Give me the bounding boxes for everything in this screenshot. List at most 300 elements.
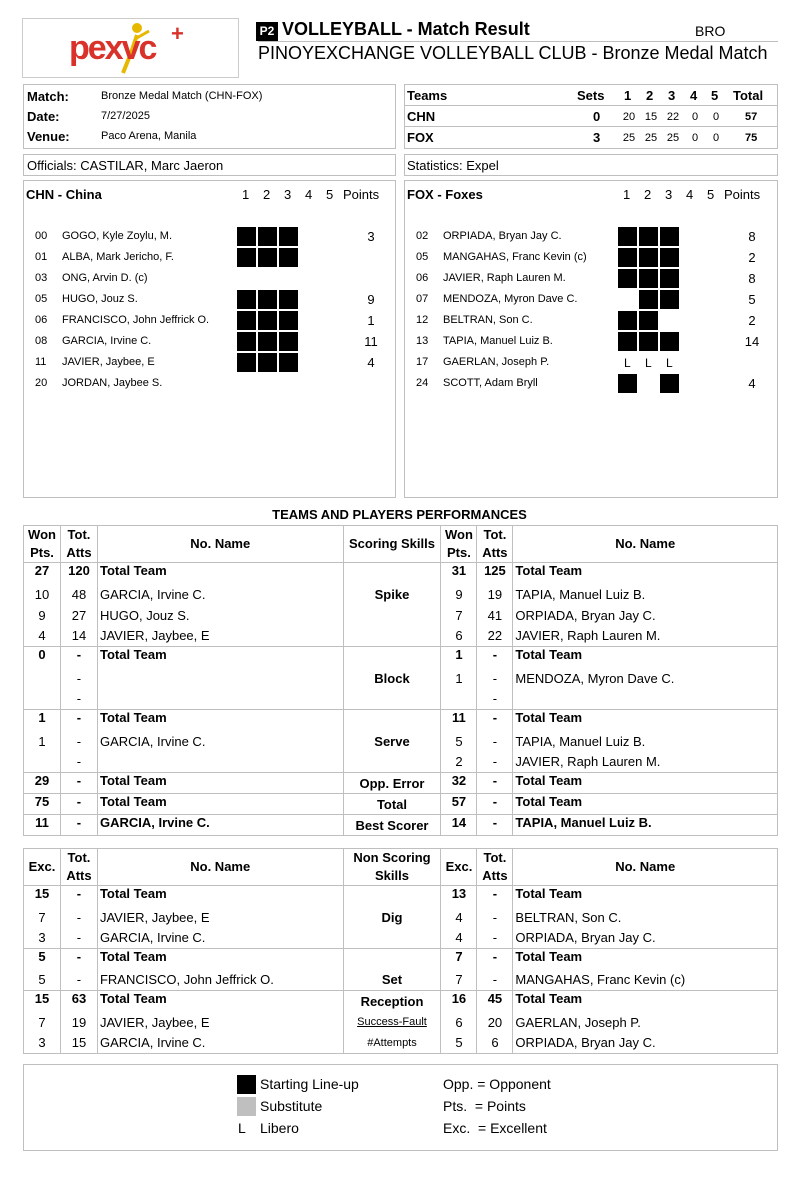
sets-won: 3 <box>593 130 601 145</box>
header-excellent: Won Pts. <box>441 526 477 563</box>
right-player-name: Total Team <box>513 949 778 970</box>
team-code: FOX <box>407 130 434 145</box>
left-attempts: - <box>60 907 97 928</box>
skill-label <box>343 886 441 907</box>
player-number: 05 <box>35 293 48 305</box>
logo <box>22 18 239 78</box>
player-points: 2 <box>748 313 756 328</box>
starting-lineup-marker <box>660 332 679 351</box>
right-value: 4 <box>441 907 477 928</box>
player-points: 14 <box>744 334 760 349</box>
player-number: 24 <box>416 377 429 389</box>
starting-lineup-marker <box>660 290 679 309</box>
starting-lineup-marker <box>258 353 277 372</box>
right-value: 57 <box>441 794 477 815</box>
right-player-name <box>513 689 778 710</box>
player-points: 4 <box>748 376 756 391</box>
set-number-header: 4 <box>690 88 698 103</box>
right-value: 13 <box>441 886 477 907</box>
scoring-table <box>23 525 778 836</box>
right-player-name: Total Team <box>513 991 778 1012</box>
starting-lineup-marker <box>660 269 679 288</box>
right-attempts: - <box>477 710 513 731</box>
fox-set-col-header: 4 <box>686 187 694 202</box>
libero-marker: L <box>624 356 631 370</box>
player-name: TAPIA, Manuel Luiz B. <box>443 335 553 347</box>
starting-lineup-marker <box>237 353 256 372</box>
left-value: 29 <box>24 773 61 794</box>
left-attempts: 19 <box>60 1012 97 1033</box>
skill-label: Opp. Error <box>343 773 441 794</box>
total-score: 75 <box>745 132 758 144</box>
player-number: 01 <box>35 251 48 263</box>
player-number: 07 <box>416 293 429 305</box>
left-value <box>24 668 61 689</box>
starting-lineup-marker <box>258 311 277 330</box>
set-score: 0 <box>691 111 699 123</box>
left-value: 3 <box>24 928 61 949</box>
right-attempts: - <box>477 794 513 815</box>
left-attempts: - <box>60 731 97 752</box>
plus-icon: + <box>171 21 184 46</box>
right-attempts: 6 <box>477 1033 513 1054</box>
left-attempts: - <box>60 949 97 970</box>
left-player-name: Total Team <box>97 563 343 584</box>
player-points: 8 <box>748 229 756 244</box>
right-attempts: - <box>477 752 513 773</box>
match-value: Bronze Medal Match (CHN-FOX) <box>101 90 263 102</box>
left-attempts: - <box>60 970 97 991</box>
right-attempts: 22 <box>477 626 513 647</box>
player-name: GARCIA, Irvine C. <box>62 335 152 347</box>
right-attempts: - <box>477 949 513 970</box>
player-points: 4 <box>367 355 375 370</box>
set-score: 25 <box>644 132 658 144</box>
starting-lineup-marker <box>237 290 256 309</box>
nonscoring-table <box>23 848 778 1054</box>
player-name: ALBA, Mark Jericho, F. <box>62 251 174 263</box>
right-attempts: - <box>477 815 513 836</box>
starting-lineup-marker <box>258 290 277 309</box>
left-value: 5 <box>24 949 61 970</box>
left-attempts: - <box>60 794 97 815</box>
player-name: ONG, Arvin D. (c) <box>62 272 148 284</box>
starting-lineup-marker <box>279 353 298 372</box>
date-label: Date: <box>27 109 60 124</box>
skill-label <box>343 949 441 970</box>
officials-text: Officials: CASTILAR, Marc Jaeron <box>27 158 224 173</box>
left-player-name: Total Team <box>97 794 343 815</box>
match-label: Match: <box>27 89 69 104</box>
player-points: 9 <box>367 292 375 307</box>
skill-label <box>343 647 441 668</box>
set-number-header: 2 <box>646 88 654 103</box>
right-value: 9 <box>441 584 477 605</box>
player-number: 13 <box>416 335 429 347</box>
left-value: 5 <box>24 970 61 991</box>
set-number-header: 1 <box>624 88 632 103</box>
fox-set-col-header: 5 <box>707 187 715 202</box>
left-attempts: 120 <box>60 563 97 584</box>
starting-lineup-marker <box>639 227 658 246</box>
skill-label <box>343 710 441 731</box>
set-score: 20 <box>622 111 636 123</box>
left-player-name: JAVIER, Jaybee, E <box>97 626 343 647</box>
left-attempts: - <box>60 710 97 731</box>
player-name: SCOTT, Adam Bryll <box>443 377 538 389</box>
libero-mark: L <box>238 1120 246 1136</box>
player-name: JORDAN, Jaybee S. <box>62 377 163 389</box>
right-attempts: - <box>477 689 513 710</box>
left-value: 7 <box>24 907 61 928</box>
left-attempts: 15 <box>60 1033 97 1054</box>
starting-lineup-marker <box>639 248 658 267</box>
right-value: 7 <box>441 970 477 991</box>
starting-lineup-marker <box>660 227 679 246</box>
fox-roster <box>404 180 778 498</box>
skill-label: Best Scorer <box>343 815 441 836</box>
left-value: 15 <box>24 991 61 1012</box>
left-player-name: Total Team <box>97 710 343 731</box>
left-player-name: GARCIA, Irvine C. <box>97 928 343 949</box>
left-attempts: 14 <box>60 626 97 647</box>
right-attempts: - <box>477 928 513 949</box>
header-total-attempts: Tot. Atts <box>477 849 513 886</box>
starting-lineup-marker <box>639 332 658 351</box>
player-number: 06 <box>35 314 48 326</box>
player-number: 12 <box>416 314 429 326</box>
page-badge: P2 <box>256 22 278 41</box>
left-value: 0 <box>24 647 61 668</box>
left-value: 1 <box>24 710 61 731</box>
right-attempts: 125 <box>477 563 513 584</box>
right-attempts: - <box>477 668 513 689</box>
performance-title: TEAMS AND PLAYERS PERFORMANCES <box>272 507 527 522</box>
skill-label: Set <box>343 970 441 991</box>
starting-lineup-marker <box>279 290 298 309</box>
fox-points-header: Points <box>724 187 761 202</box>
legend-substitute: Substitute <box>260 1098 323 1114</box>
player-name: JAVIER, Raph Lauren M. <box>443 272 566 284</box>
sets-won: 0 <box>593 109 601 124</box>
fox-set-col-header: 3 <box>665 187 673 202</box>
left-attempts: 27 <box>60 605 97 626</box>
legend-pts: Pts. = Points <box>443 1098 526 1114</box>
team-code: CHN <box>407 109 436 124</box>
left-attempts: - <box>60 928 97 949</box>
fox-set-col-header: 1 <box>623 187 631 202</box>
set-score: 22 <box>666 111 680 123</box>
skill-label: Block <box>343 668 441 689</box>
player-number: 02 <box>416 230 429 242</box>
player-name: ORPIADA, Bryan Jay C. <box>443 230 562 242</box>
header-excellent: Exc. <box>24 849 61 886</box>
player-name: GAERLAN, Joseph P. <box>443 356 550 368</box>
fox-set-col-header: 2 <box>644 187 652 202</box>
chn-title: CHN - China <box>26 187 102 202</box>
set-number-header: 3 <box>668 88 676 103</box>
starting-lineup-marker <box>618 332 637 351</box>
starting-lineup-marker <box>279 332 298 351</box>
match-info-box <box>23 84 396 149</box>
skill-label <box>343 752 441 773</box>
logo-text: pexvc <box>69 29 156 67</box>
right-player-name: TAPIA, Manuel Luiz B. <box>513 584 778 605</box>
left-player-name: Total Team <box>97 991 343 1012</box>
left-value: 7 <box>24 1012 61 1033</box>
right-attempts: 41 <box>477 605 513 626</box>
left-attempts: 48 <box>60 584 97 605</box>
right-player-name: Total Team <box>513 647 778 668</box>
legend-starting: Starting Line-up <box>260 1076 359 1092</box>
left-player-name <box>97 668 343 689</box>
right-value: 14 <box>441 815 477 836</box>
header-name: No. Name <box>97 526 343 563</box>
header-total-attempts: Tot. Atts <box>60 526 97 563</box>
starting-lineup-marker <box>618 248 637 267</box>
header-name: No. Name <box>513 526 778 563</box>
header-skill: Non Scoring Skills <box>343 849 441 886</box>
starting-lineup-marker <box>279 248 298 267</box>
left-player-name: GARCIA, Irvine C. <box>97 731 343 752</box>
venue-value: Paco Arena, Manila <box>101 130 197 142</box>
right-attempts: - <box>477 773 513 794</box>
player-number: 17 <box>416 356 429 368</box>
header-name: No. Name <box>97 849 343 886</box>
right-attempts: - <box>477 647 513 668</box>
header-total-attempts: Tot. Atts <box>477 526 513 563</box>
right-value: 6 <box>441 1012 477 1033</box>
right-player-name: BELTRAN, Son C. <box>513 907 778 928</box>
set-score: 0 <box>712 132 720 144</box>
player-points: 2 <box>748 250 756 265</box>
starting-lineup-marker <box>660 248 679 267</box>
left-value: 4 <box>24 626 61 647</box>
skill-label: #Attempts <box>343 1033 441 1054</box>
right-player-name: ORPIADA, Bryan Jay C. <box>513 1033 778 1054</box>
right-attempts: 20 <box>477 1012 513 1033</box>
header-excellent: Exc. <box>441 849 477 886</box>
left-player-name: GARCIA, Irvine C. <box>97 584 343 605</box>
right-value: 5 <box>441 1033 477 1054</box>
libero-marker: L <box>645 356 652 370</box>
right-attempts: 45 <box>477 991 513 1012</box>
starting-lineup-marker <box>258 227 277 246</box>
starting-lineup-marker <box>237 332 256 351</box>
starting-lineup-marker <box>618 269 637 288</box>
substitute-swatch <box>237 1097 256 1116</box>
left-value: 11 <box>24 815 61 836</box>
skill-label: Spike <box>343 584 441 605</box>
player-name: JAVIER, Jaybee, E <box>62 356 155 368</box>
chn-set-col-header: 1 <box>242 187 250 202</box>
skill-label <box>343 563 441 584</box>
right-value: 16 <box>441 991 477 1012</box>
set-score: 0 <box>712 111 720 123</box>
starting-lineup-marker <box>618 227 637 246</box>
right-player-name: GAERLAN, Joseph P. <box>513 1012 778 1033</box>
left-attempts: - <box>60 689 97 710</box>
right-player-name: Total Team <box>513 773 778 794</box>
left-player-name: JAVIER, Jaybee, E <box>97 907 343 928</box>
fox-title: FOX - Foxes <box>407 187 483 202</box>
skill-label <box>343 605 441 626</box>
player-number: 05 <box>416 251 429 263</box>
chn-set-col-header: 4 <box>305 187 313 202</box>
right-attempts: - <box>477 886 513 907</box>
left-attempts: - <box>60 752 97 773</box>
skill-label: Success-Fault <box>343 1012 441 1033</box>
skill-label: Dig <box>343 907 441 928</box>
right-attempts: - <box>477 731 513 752</box>
starting-lineup-marker <box>279 227 298 246</box>
header-total-attempts: Tot. Atts <box>60 849 97 886</box>
left-player-name: Total Team <box>97 886 343 907</box>
set-number-header: 5 <box>711 88 719 103</box>
left-attempts: - <box>60 647 97 668</box>
header-name: No. Name <box>513 849 778 886</box>
officials-box <box>23 154 396 176</box>
starting-lineup-marker <box>639 290 658 309</box>
header-skill: Scoring Skills <box>343 526 441 563</box>
total-header: Total <box>733 88 764 103</box>
left-attempts: - <box>60 815 97 836</box>
left-value: 3 <box>24 1033 61 1054</box>
left-player-name: Total Team <box>97 647 343 668</box>
player-name: MENDOZA, Myron Dave C. <box>443 293 578 305</box>
chn-set-col-header: 5 <box>326 187 334 202</box>
teams-header: Teams <box>407 88 448 103</box>
skill-label <box>343 689 441 710</box>
left-attempts: - <box>60 668 97 689</box>
right-value: 6 <box>441 626 477 647</box>
legend-box <box>23 1064 778 1151</box>
right-player-name: TAPIA, Manuel Luiz B. <box>513 731 778 752</box>
player-name: BELTRAN, Son C. <box>443 314 533 326</box>
player-number: 06 <box>416 272 429 284</box>
right-player-name: JAVIER, Raph Lauren M. <box>513 626 778 647</box>
left-value <box>24 752 61 773</box>
left-player-name <box>97 752 343 773</box>
player-points: 8 <box>748 271 756 286</box>
right-value: 7 <box>441 949 477 970</box>
header-excellent: Won Pts. <box>24 526 61 563</box>
right-value: 11 <box>441 710 477 731</box>
page-title: VOLLEYBALL - Match Result <box>282 19 530 39</box>
starting-lineup-marker <box>237 248 256 267</box>
starting-lineup-marker <box>639 311 658 330</box>
statistics-box <box>404 154 778 176</box>
starting-lineup-marker <box>618 311 637 330</box>
player-number: 03 <box>35 272 48 284</box>
player-name: HUGO, Jouz S. <box>62 293 138 305</box>
left-attempts: - <box>60 773 97 794</box>
right-value: 32 <box>441 773 477 794</box>
left-value: 15 <box>24 886 61 907</box>
left-player-name: GARCIA, Irvine C. <box>97 1033 343 1054</box>
right-value: 5 <box>441 731 477 752</box>
right-player-name: Total Team <box>513 794 778 815</box>
left-player-name: Total Team <box>97 949 343 970</box>
libero-marker: L <box>666 356 673 370</box>
player-name: MANGAHAS, Franc Kevin (c) <box>443 251 587 263</box>
right-attempts: 19 <box>477 584 513 605</box>
starting-lineup-marker <box>258 248 277 267</box>
starting-lineup-marker <box>639 269 658 288</box>
left-player-name: Total Team <box>97 773 343 794</box>
left-value: 9 <box>24 605 61 626</box>
skill-label: Serve <box>343 731 441 752</box>
legend-opp: Opp. = Opponent <box>443 1076 551 1092</box>
player-points: 5 <box>748 292 756 307</box>
legend-libero: Libero <box>260 1120 299 1136</box>
left-value: 10 <box>24 584 61 605</box>
left-attempts: - <box>60 886 97 907</box>
right-player-name: TAPIA, Manuel Luiz B. <box>513 815 778 836</box>
starting-lineup-marker <box>618 374 637 393</box>
starting-lineup-marker <box>237 227 256 246</box>
left-player-name <box>97 689 343 710</box>
set-score: 0 <box>691 132 699 144</box>
player-points: 11 <box>364 334 378 349</box>
chn-roster <box>23 180 396 498</box>
match-code: BRO <box>695 23 726 39</box>
score-box <box>404 84 778 149</box>
right-player-name: Total Team <box>513 710 778 731</box>
player-number: 08 <box>35 335 48 347</box>
total-score: 57 <box>745 111 758 123</box>
set-score: 15 <box>644 111 658 123</box>
player-number: 00 <box>35 230 48 242</box>
right-value <box>441 689 477 710</box>
right-attempts: - <box>477 970 513 991</box>
right-value: 2 <box>441 752 477 773</box>
right-value: 1 <box>441 647 477 668</box>
right-player-name: MANGAHAS, Franc Kevin (c) <box>513 970 778 991</box>
right-player-name: ORPIADA, Bryan Jay C. <box>513 928 778 949</box>
left-value <box>24 689 61 710</box>
starting-lineup-marker <box>279 311 298 330</box>
starting-swatch <box>237 1075 256 1094</box>
left-value: 1 <box>24 731 61 752</box>
set-score: 25 <box>622 132 636 144</box>
starting-lineup-marker <box>237 311 256 330</box>
right-value: 1 <box>441 668 477 689</box>
player-points: 1 <box>367 313 375 328</box>
right-player-name: Total Team <box>513 563 778 584</box>
right-value: 7 <box>441 605 477 626</box>
right-player-name: ORPIADA, Bryan Jay C. <box>513 605 778 626</box>
left-player-name: JAVIER, Jaybee, E <box>97 1012 343 1033</box>
right-value: 31 <box>441 563 477 584</box>
skill-label: Total <box>343 794 441 815</box>
skill-label: Reception <box>343 991 441 1012</box>
legend-exc: Exc. = Excellent <box>443 1120 547 1136</box>
left-value: 27 <box>24 563 61 584</box>
player-points: 3 <box>367 229 375 244</box>
left-player-name: HUGO, Jouz S. <box>97 605 343 626</box>
right-value: 4 <box>441 928 477 949</box>
player-name: GOGO, Kyle Zoylu, M. <box>62 230 173 242</box>
player-name: FRANCISCO, John Jeffrick O. <box>62 314 210 326</box>
skill-label <box>343 626 441 647</box>
date-value: 7/27/2025 <box>101 110 150 122</box>
statistics-text: Statistics: Expel <box>407 158 499 173</box>
right-player-name: JAVIER, Raph Lauren M. <box>513 752 778 773</box>
left-value: 75 <box>24 794 61 815</box>
right-player-name: MENDOZA, Myron Dave C. <box>513 668 778 689</box>
starting-lineup-marker <box>660 374 679 393</box>
